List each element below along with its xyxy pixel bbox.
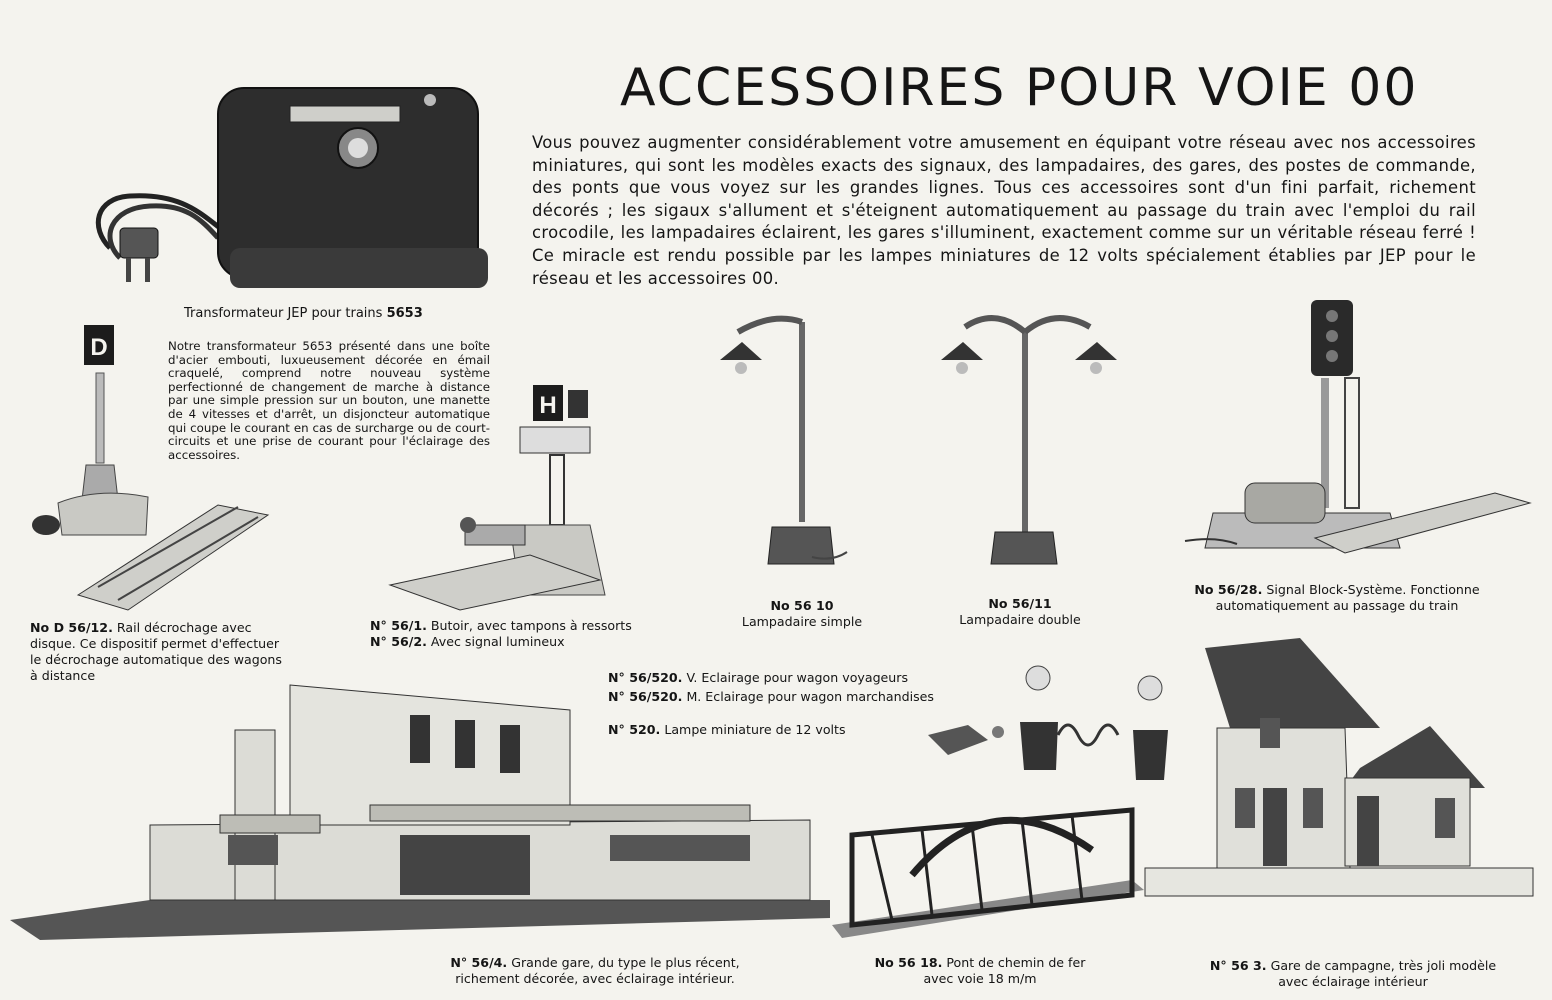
campagne-text2: avec éclairage intérieur xyxy=(1278,974,1428,989)
signal-block-image xyxy=(1185,298,1530,573)
lampadaire-simple-image xyxy=(712,302,862,572)
intro-paragraph: Vous pouvez augmenter considérablement votre amusement en équipant votre réseau avec nos accessoires miniatures, qui sont les modèles exacts des signaux, des lampadaires, des gares, des postes de commande, des ponts que vous voyez sur les grandes lignes. Tous ces accessoires sont d'un fini parfait, richement décorés ; les sigaux s'allument et s'éteignent automatiquement au passage du train avec l'emploi du rail crocodile, les lampadaires éclairent, les gares s'illuminent, exactement comme sur un véritable réseau ferré ! Ce miracle est rendu possible par les lampes miniatures de 12 volts spécialement établies par JEP pour le réseau et les accessoires 00. xyxy=(532,133,1476,288)
page-title: ACCESSOIRES POUR VOIE 00 xyxy=(620,58,1419,118)
lampadaire-double-image xyxy=(935,302,1125,572)
pont-ref: No 56 18. xyxy=(874,955,943,970)
grande-gare-image xyxy=(10,675,835,945)
butoir-sign-letter: H xyxy=(539,392,557,419)
lamp-single-text: Lampadaire simple xyxy=(741,614,863,629)
campagne-text1: Gare de campagne, très joli modèle xyxy=(1270,958,1497,973)
rail-ref: No D 56/12. xyxy=(30,620,113,635)
transformer-caption-text: Transformateur JEP pour trains xyxy=(184,306,383,321)
lighting-ref: N° 56/520. xyxy=(608,689,683,704)
butoir-image xyxy=(390,385,605,610)
campagne-ref: N° 56 3. xyxy=(1209,958,1267,973)
rail-sign-letter: D xyxy=(90,334,108,361)
signal-block-caption xyxy=(1168,582,1506,614)
lighting-text: Lampe miniature de 12 volts xyxy=(664,722,846,737)
gare-campagne-caption xyxy=(1172,958,1534,990)
butoir-ref1: N° 56/1. xyxy=(370,618,427,633)
butoir-caption xyxy=(370,618,690,650)
grande-gare-caption xyxy=(360,955,830,987)
pont-caption xyxy=(852,955,1108,987)
transformer-number: 5653 xyxy=(386,306,423,321)
butoir-text2: Avec signal lumineux xyxy=(430,634,565,649)
pont-image xyxy=(832,780,1144,940)
butoir-text1: Butoir, avec tampons à ressorts xyxy=(430,618,632,633)
transformer-caption xyxy=(184,306,423,322)
lighting-text: M. Eclairage pour wagon marchandises xyxy=(686,689,934,704)
gare-ref: N° 56/4. xyxy=(450,955,508,970)
signal-block-text1: Signal Block-Système. Fonctionne xyxy=(1266,582,1480,597)
lamp-single-ref: No 56 10 xyxy=(770,598,834,613)
lighting-text: V. Eclairage pour wagon voyageurs xyxy=(686,670,909,685)
butoir-ref2: N° 56/2. xyxy=(370,634,427,649)
signal-block-ref: No 56/28. xyxy=(1194,582,1263,597)
pont-text2: avec voie 18 m/m xyxy=(923,971,1037,986)
rail-text: Rail décrochage avec disque. Ce dispositif permet d'effectuer le décrochage automatique des wagons à distance xyxy=(30,620,282,683)
lighting-ref: N° 56/520. xyxy=(608,670,683,685)
transformer-description: Notre transformateur 5653 présenté dans une boîte d'acier embouti, luxueusement décorée en émail craquelé, comprend notre nouveau système perfectionné de changement de marche à distance par une simple pression sur un bouton, une manette de 4 vitesses et d'arrêt, un disjoncteur automatique qui coupe le courant en cas de surcharge ou de court-circuits et une prise de courant pour l'éclairage des accessoires. xyxy=(168,339,490,462)
lighting-kit-image xyxy=(928,660,1178,780)
rail-decrochage-image xyxy=(18,325,278,610)
signal-block-text2: automatiquement au passage du train xyxy=(1215,598,1459,613)
transformer-image xyxy=(90,78,490,303)
lampadaire-simple-caption xyxy=(720,598,884,630)
gare-text1: Grande gare, du type le plus récent, xyxy=(511,955,740,970)
pont-text1: Pont de chemin de fer xyxy=(946,955,1086,970)
lamp-double-ref: No 56/11 xyxy=(988,596,1052,611)
lamp-double-text: Lampadaire double xyxy=(959,612,1081,627)
gare-text2: richement décorée, avec éclairage intérieur. xyxy=(455,971,735,986)
lampadaire-double-caption xyxy=(940,596,1100,628)
gare-campagne-image xyxy=(1145,638,1535,900)
lighting-ref: N° 520. xyxy=(608,722,661,737)
